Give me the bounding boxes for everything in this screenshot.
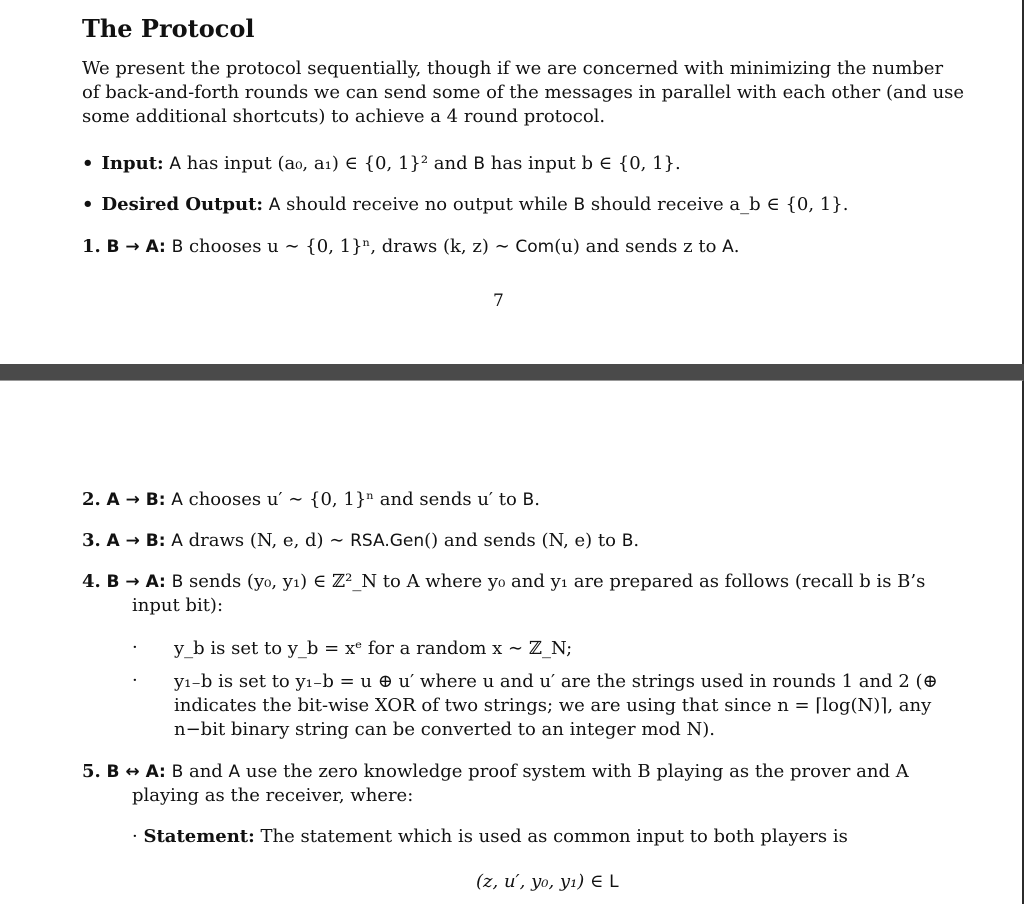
page-number: 7: [493, 291, 504, 311]
bullet-icon: •: [82, 194, 94, 215]
input-label: Input:: [101, 153, 164, 174]
page-2: [0, 380, 1024, 904]
step-1: 1. B → A: B chooses u ∼ {0, 1}ⁿ, draws (k, z) ∼ Com(u) and sends z to A.: [82, 236, 740, 257]
step-2: 2. A → B: A chooses u′ ∼ {0, 1}ⁿ and sends u′ to B.: [82, 489, 540, 510]
step-3: 3. A → B: A draws (N, e, d) ∼ RSA.Gen() and sends (N, e) to B.: [82, 530, 640, 551]
intro-line-3: some additional shortcuts) to achieve a 4 round protocol.: [82, 106, 606, 127]
step-4-sub-2-line-2: indicates the bit-wise XOR of two strings; we are using that since n = ⌈log(N)⌉, any: [174, 695, 932, 716]
step-direction: A → B:: [106, 490, 166, 510]
output-label: Desired Output:: [101, 194, 264, 215]
statement: · Statement: The statement which is used as common input to both players is: [132, 826, 848, 847]
statement-label: Statement:: [143, 826, 255, 847]
intro-line-1: We present the protocol sequentially, though if we are concerned with minimizing the number: [82, 58, 944, 79]
step-direction: B ↔ A:: [106, 762, 166, 782]
step-5-line-2: playing as the receiver, where:: [132, 785, 414, 806]
step-4-line-2: input bit):: [132, 595, 224, 616]
step-5: 5. B ↔ A: B and A use the zero knowledge proof system with B playing as the prover and A: [82, 761, 909, 782]
step-direction: A → B:: [106, 531, 166, 551]
sub-bullet-icon: ·: [132, 826, 138, 847]
step-4-sub-1: y_b is set to y_b = xᵉ for a random x ∼ ℤ_N;: [174, 638, 573, 659]
page-gap: [0, 364, 1024, 380]
step-direction: B → A:: [106, 237, 166, 257]
statement-formula: (z, u′, y₀, y₁) ∈ L: [476, 871, 619, 892]
output-item: • Desired Output: A should receive no output while B should receive a_b ∈ {0, 1}.: [82, 194, 849, 215]
section-heading: The Protocol: [82, 14, 255, 43]
step-4-sub-2-line-3: n−bit binary string can be converted to an integer mod N).: [174, 719, 715, 740]
step-4-sub-2-line-1: y₁₋b is set to y₁₋b = u ⊕ u′ where u and u′ are the strings used in rounds 1 and 2 (⊕: [174, 671, 938, 692]
bullet-icon: •: [82, 153, 94, 174]
step-direction: B → A:: [106, 572, 166, 592]
input-item: • Input: A has input (a₀, a₁) ∈ {0, 1}² and B has input b ∈ {0, 1}.: [82, 153, 681, 174]
intro-line-2: of back-and-forth rounds we can send some of the messages in parallel with each other (and use: [82, 82, 965, 103]
sub-bullet-icon: ·: [132, 670, 138, 691]
sub-bullet-icon: ·: [132, 637, 138, 658]
page-1: [0, 0, 1024, 364]
step-4: 4. B → A: B sends (y₀, y₁) ∈ ℤ²_N to A where y₀ and y₁ are prepared as follows (recall b is B’s: [82, 571, 926, 592]
